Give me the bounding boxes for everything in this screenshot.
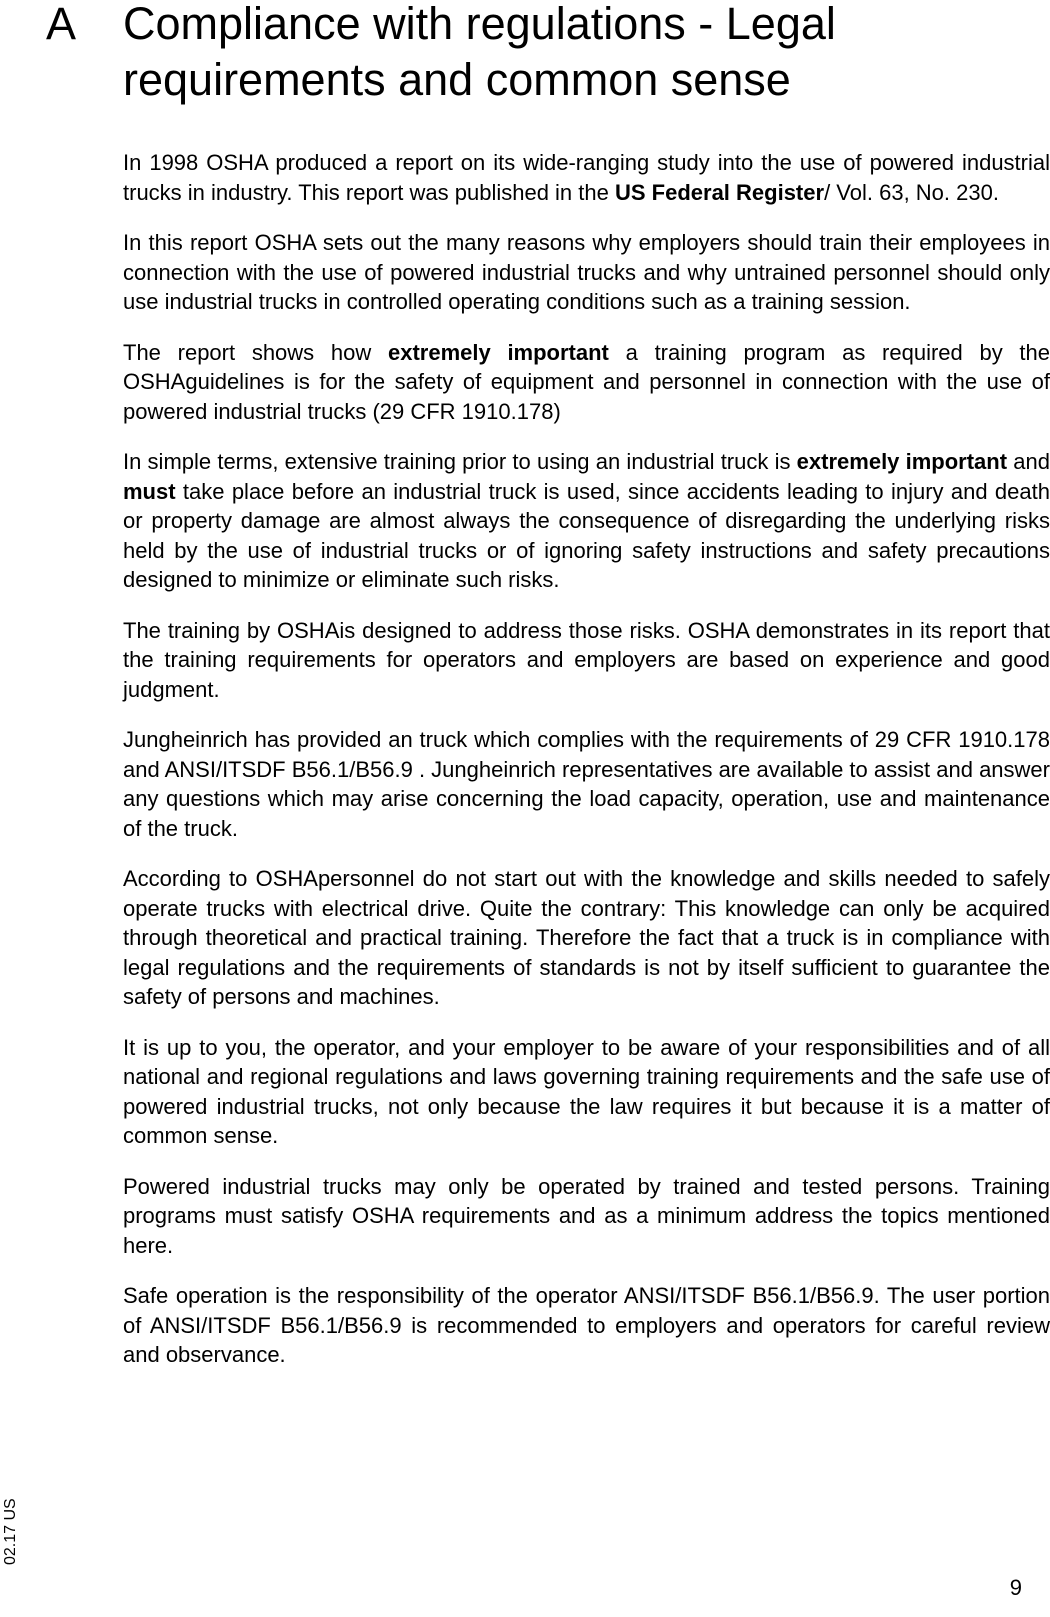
paragraph-6: Jungheinrich has provided an truck which complies with the requirements of 29 CFR 1910.178 and ANSI/ITSDF B56.1/B56.9 . Jungheinrich representatives are available to assist and answer any questions which may arise concerning the load capacity, operation, use and maintenance of the truck. [123, 727, 1050, 841]
page-number: 9 [1009, 1575, 1022, 1600]
paragraph-1-bold-federal-register: US Federal Register [614, 179, 825, 205]
paragraph-1-text-a: In 1998 OSHA produced a report on its wide-ranging study into the use of powered industrial trucks in industry. This report was published in the [123, 150, 1050, 205]
paragraph-4 [123, 447, 1050, 595]
paragraph-4-bold-extremely-important: extremely important [796, 449, 1008, 474]
paragraph-10: Safe operation is the responsibility of the operator ANSI/ITSDF B56.1/B56.9. The user portion of ANSI/ITSDF B56.1/B56.9 is recommended to employers and operators for careful review and observance. [123, 1283, 1050, 1367]
paragraph-2: In this report OSHA sets out the many reasons why employers should train their employees in connection with the use of powered industrial trucks and why untrained personnel should only use industrial trucks in controlled operating conditions such as a training session. [123, 230, 1050, 314]
paragraph-3-text-c: a training program as required by the OSHAguidelines is for the safety of equipment and personnel in connection with the use of powered industrial trucks (29 CFR 1910.178) [123, 339, 1050, 424]
paragraph-3-text-a: The report shows how [123, 339, 388, 365]
paragraph-4-bold-must: must [123, 478, 176, 504]
paragraph-1 [123, 148, 1050, 207]
section-letter: A [46, 0, 77, 49]
paragraph-3 [123, 338, 1050, 427]
paragraph-4-text-e: take place before an industrial truck is used, since accidents leading to injury and death or property damage are almost always the consequence of disregarding the underlying risks held by the use of industrial trucks or of ignoring safety instructions and safety precautions designed to minimize or eliminate such risks. [123, 478, 1050, 592]
body-text [123, 148, 1050, 1391]
paragraph-5: The training by OSHAis designed to address those risks. OSHA demonstrates in its report that the training requirements for operators and employers are based on experience and good judgment. [123, 617, 1050, 702]
page-title: Compliance with regulations - Legal requirements and common sense [123, 0, 836, 105]
edition-label: 02.17 US [2, 1498, 19, 1565]
paragraph-4-text-c: and [1007, 449, 1050, 474]
paragraph-4-text-a: In simple terms, extensive training prior to using an industrial truck is [123, 449, 797, 474]
paragraph-1-text-c: / Vol. 63, No. 230. [824, 179, 999, 205]
paragraph-7: According to OSHApersonnel do not start out with the knowledge and skills needed to safely operate trucks with electrical drive. Quite the contrary: This knowledge can only be acquired through theoretical and practical training. Therefore the fact that a truck is in compliance with legal regulations and the requirements of standards is not by itself sufficient to guarantee the safety of persons and machines. [123, 866, 1050, 1009]
paragraph-9: Powered industrial trucks may only be operated by trained and tested persons. Training programs must satisfy OSHA requirements and as a minimum address the topics mentioned here. [123, 1173, 1050, 1258]
paragraph-3-bold-extremely-important: extremely important [387, 339, 609, 365]
paragraph-8: It is up to you, the operator, and your employer to be aware of your responsibilities and of all national and regional regulations and laws governing training requirements and the safe use of powered industrial trucks, not only because the law requires it but because it is a matter of common sense. [123, 1034, 1050, 1148]
